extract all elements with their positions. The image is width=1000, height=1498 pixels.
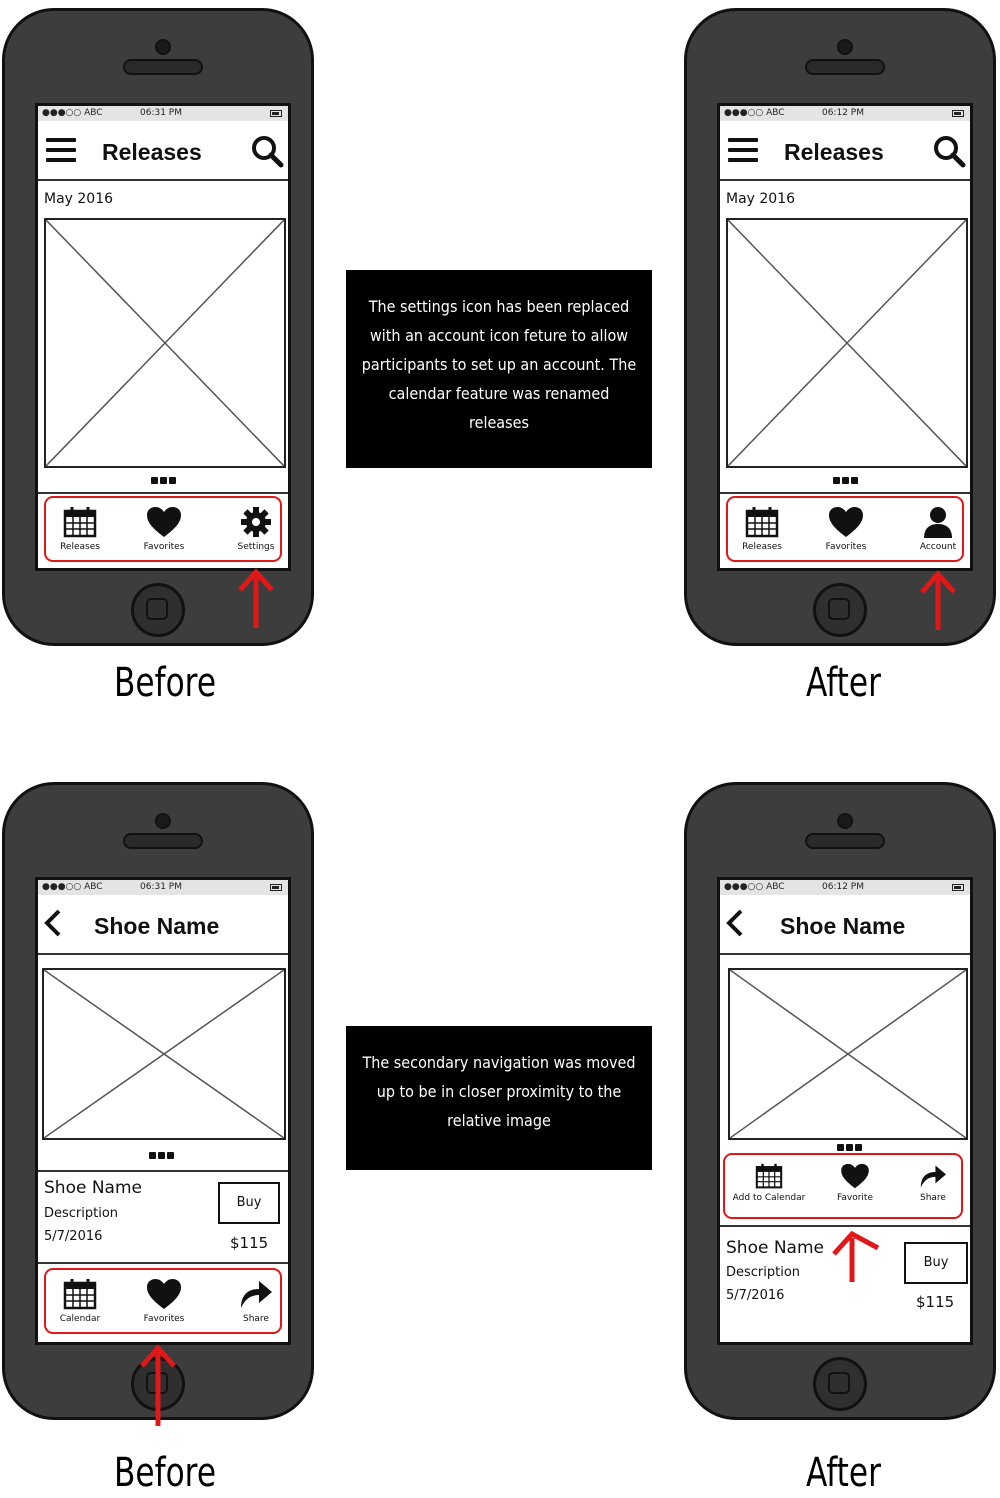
phone-frame (684, 8, 996, 646)
camera (837, 39, 853, 55)
nav-label: Releases (60, 542, 100, 552)
calendar-icon (63, 506, 97, 538)
callout-bottom: The secondary navigation was moved up to be in closer proximity to the relative image (346, 1026, 652, 1170)
product-name: Shoe Name (44, 1178, 142, 1198)
nav-favorites[interactable] (808, 506, 884, 560)
header (38, 121, 288, 181)
caption-before: Before (114, 660, 217, 706)
carrier-label: ●●●○○ ABC (724, 882, 785, 892)
nav-settings[interactable] (218, 506, 291, 560)
status-time: 06:31 PM (140, 882, 182, 892)
phone-before-product (2, 782, 314, 1422)
heart-icon (828, 506, 864, 538)
search-icon[interactable] (250, 134, 284, 168)
share-icon (239, 1278, 273, 1310)
divider (720, 1225, 970, 1227)
camera (155, 39, 171, 55)
share-icon (919, 1163, 947, 1189)
nav-label: Favorites (825, 542, 867, 552)
calendar-icon (755, 1163, 783, 1189)
carrier-label: ●●●○○ ABC (42, 108, 103, 118)
product-name: Shoe Name (726, 1238, 824, 1258)
heart-icon (840, 1163, 870, 1189)
buy-button[interactable]: Buy (904, 1242, 968, 1284)
nav-calendar[interactable] (42, 1278, 118, 1332)
month-label: May 2016 (726, 191, 796, 207)
phone-frame (2, 782, 314, 1420)
nav-favorites[interactable] (126, 506, 202, 560)
red-arrow-up (138, 1344, 178, 1428)
page-title: Releases (784, 139, 884, 165)
carrier-label: ●●●○○ ABC (42, 882, 103, 892)
carrier-label: ●●●○○ ABC (724, 108, 785, 118)
carousel-dots[interactable] (837, 1144, 862, 1151)
screen (35, 103, 291, 571)
page-title: Shoe Name (780, 913, 906, 939)
divider (720, 492, 970, 494)
nav-releases[interactable] (42, 506, 118, 560)
user-icon (922, 506, 954, 538)
image-placeholder[interactable] (726, 218, 968, 468)
page-title: Releases (102, 139, 202, 165)
red-arrow-up (918, 570, 958, 632)
product-description: Description (44, 1206, 119, 1221)
header (38, 895, 288, 955)
nav-favorite[interactable] (817, 1163, 893, 1217)
menu-icon[interactable] (46, 138, 76, 162)
price: $115 (916, 1293, 955, 1311)
status-bar (720, 106, 970, 121)
image-placeholder[interactable] (42, 968, 286, 1140)
back-icon[interactable] (44, 909, 62, 937)
caption-after: After (806, 660, 881, 706)
speaker (123, 59, 203, 75)
nav-releases[interactable] (724, 506, 800, 560)
nav-account[interactable] (900, 506, 973, 560)
nav-label: Share (920, 1193, 946, 1203)
battery-icon (952, 884, 964, 891)
nav-favorites[interactable] (126, 1278, 202, 1332)
home-button[interactable] (813, 583, 867, 637)
phone-frame (684, 782, 996, 1420)
screen (35, 877, 291, 1345)
status-time: 06:31 PM (140, 108, 182, 118)
month-label: May 2016 (44, 191, 114, 207)
status-bar (38, 880, 288, 895)
caption-before: Before (114, 1450, 217, 1496)
carousel-dots[interactable] (149, 1152, 174, 1159)
red-arrow-up (830, 1230, 882, 1284)
product-date: 5/7/2016 (44, 1229, 103, 1244)
battery-icon (952, 110, 964, 117)
nav-label: Calendar (59, 1314, 101, 1324)
menu-icon[interactable] (728, 138, 758, 162)
red-arrow-up (236, 568, 276, 630)
phone-after-releases (684, 8, 996, 648)
caption-after: After (806, 1450, 881, 1496)
status-bar (720, 880, 970, 895)
calendar-icon (63, 1278, 97, 1310)
carousel-dots[interactable] (151, 477, 176, 484)
nav-share[interactable] (903, 1163, 963, 1217)
nav-label: Favorite (837, 1193, 873, 1203)
status-time: 06:12 PM (822, 882, 864, 892)
speaker (805, 59, 885, 75)
screen (717, 103, 973, 571)
divider (38, 492, 288, 494)
heart-icon (146, 506, 182, 538)
nav-label: Add to Calendar (732, 1193, 806, 1203)
home-button[interactable] (131, 583, 185, 637)
search-icon[interactable] (932, 134, 966, 168)
bottom-nav (726, 496, 964, 562)
speaker (123, 833, 203, 849)
buy-button[interactable]: Buy (218, 1182, 280, 1224)
status-bar (38, 106, 288, 121)
header (720, 121, 970, 181)
phone-before-releases (2, 8, 314, 648)
product-description: Description (726, 1265, 801, 1280)
camera (837, 813, 853, 829)
status-time: 06:12 PM (822, 108, 864, 118)
heart-icon (146, 1278, 182, 1310)
nav-add-to-calendar[interactable] (727, 1163, 811, 1217)
secondary-nav (723, 1153, 963, 1219)
carousel-dots[interactable] (833, 477, 858, 484)
callout-top: The settings icon has been replaced with an account icon feture to allow participants to set up an account. The calendar feature was renamed releases (346, 270, 652, 468)
divider (38, 1170, 288, 1172)
image-placeholder[interactable] (728, 968, 968, 1140)
gear-icon (240, 506, 272, 538)
nav-share[interactable] (218, 1278, 291, 1332)
price: $115 (230, 1234, 269, 1252)
nav-label: Account (919, 542, 957, 552)
divider (38, 1262, 288, 1264)
battery-icon (270, 884, 282, 891)
nav-label: Favorites (143, 542, 185, 552)
nav-label: Favorites (143, 1314, 185, 1324)
nav-label: Releases (742, 542, 782, 552)
bottom-nav (44, 1268, 282, 1334)
home-button[interactable] (813, 1357, 867, 1411)
phone-after-product (684, 782, 996, 1422)
header (720, 895, 970, 955)
back-icon[interactable] (726, 909, 744, 937)
calendar-icon (745, 506, 779, 538)
page-title: Shoe Name (94, 913, 220, 939)
speaker (805, 833, 885, 849)
nav-label: Share (243, 1314, 269, 1324)
phone-frame (2, 8, 314, 646)
product-date: 5/7/2016 (726, 1288, 785, 1303)
battery-icon (270, 110, 282, 117)
camera (155, 813, 171, 829)
nav-label: Settings (237, 542, 275, 552)
bottom-nav (44, 496, 282, 562)
image-placeholder[interactable] (44, 218, 286, 468)
